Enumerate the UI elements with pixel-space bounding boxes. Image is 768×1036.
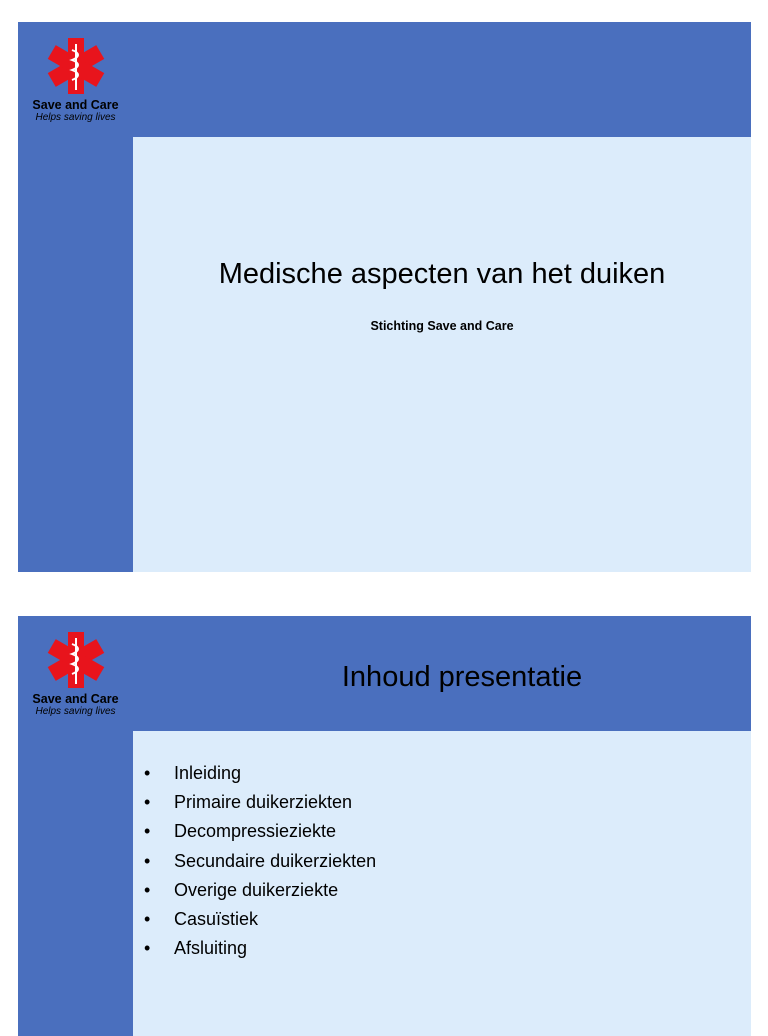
bullet-mark: • (144, 821, 151, 842)
list-item-text: Afsluiting (174, 938, 248, 959)
bullet-mark: • (144, 938, 151, 959)
logo (18, 36, 133, 131)
star-of-life-icon (46, 36, 106, 96)
logo-tagline: Helps saving lives (35, 112, 116, 123)
list-item-text: Secundaire duikerziekten (174, 850, 377, 871)
list-item (144, 759, 376, 788)
list-item-text: Inleiding (174, 763, 242, 783)
list-item (144, 876, 376, 905)
logo-name: Save and Care (32, 98, 119, 112)
slide-1-subtitle: Stichting Save and Care (370, 319, 514, 333)
list-item (144, 905, 376, 934)
slide-1-title: Medische aspecten van het duiken (218, 258, 666, 290)
slide-1 (18, 22, 751, 572)
list-item-text: Overige duikerziekte (174, 879, 339, 900)
slide-2-title: Inhoud presentatie (341, 661, 583, 693)
list-item (144, 788, 376, 817)
bullet-mark: • (144, 792, 151, 813)
list-item-text: Decompressieziekte (174, 821, 337, 842)
list-item (144, 817, 376, 846)
slide-content-area (133, 137, 751, 572)
logo-tagline: Helps saving lives (35, 706, 116, 717)
star-of-life-icon (46, 630, 106, 690)
bullet-mark: • (144, 850, 151, 871)
list-item-text: Casuïstiek (174, 908, 259, 929)
bullet-mark: • (144, 879, 151, 900)
logo (18, 630, 133, 725)
logo-name: Save and Care (32, 692, 119, 706)
list-item (144, 847, 376, 876)
list-item (144, 934, 376, 963)
slide-2 (18, 616, 751, 1036)
agenda-list (144, 759, 376, 963)
list-item-text: Primaire duikerziekten (174, 792, 353, 813)
bullet-mark: • (144, 908, 151, 929)
bullet-mark: • (144, 763, 151, 783)
